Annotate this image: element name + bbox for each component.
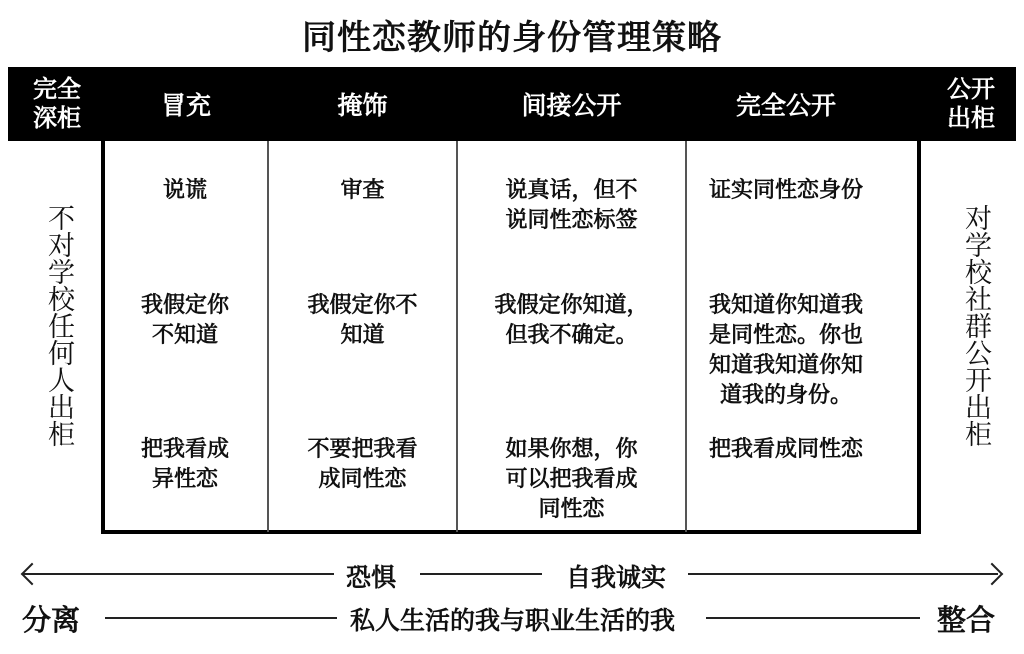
arrow-line-middle <box>420 573 542 575</box>
cell-r3-c1: 把我看成 异性恋 <box>140 437 229 492</box>
cell-r1-c4: 证实同性恋身份 <box>708 178 863 203</box>
grid-divider-1 <box>267 141 269 532</box>
band-col-4: 完全公开 <box>735 91 836 120</box>
arrowhead-left <box>21 563 44 586</box>
cell-r1-c3: 说真话，但不 说同性恋标签 <box>505 178 638 233</box>
band-left-end: 完全 深柜 <box>33 75 81 132</box>
honesty-label: 自我诚实 <box>566 563 667 592</box>
arrow-line-left <box>22 573 334 575</box>
cell-r2-c4: 我知道你知道我 是同性恋。你也 知道我知道你知 道我的身份。 <box>708 293 863 408</box>
bottom-line-left <box>105 617 337 619</box>
fear-label: 恐惧 <box>346 563 397 592</box>
cell-r1-c1: 说谎 <box>162 178 207 203</box>
cell-r2-c1: 我假定你 不知道 <box>140 293 229 348</box>
band-right-end: 公开 出柜 <box>947 75 995 132</box>
band-col-1: 冒充 <box>160 91 211 120</box>
side-right-text: 对学校社群公开出柜 <box>960 203 991 447</box>
grid-divider-2 <box>456 141 458 532</box>
cell-r3-c3: 如果你想，你 可以把我看成 同性恋 <box>505 437 638 522</box>
private-professional-label: 私人生活的我与职业生活的我 <box>350 606 676 635</box>
cell-r2-c2: 我假定你不 知道 <box>307 293 418 348</box>
separation-label: 分离 <box>22 603 81 637</box>
diagram-title: 同性恋教师的身份管理策略 <box>302 18 722 58</box>
side-left-text: 不对学校任何人出柜 <box>43 203 74 447</box>
band-col-3: 间接公开 <box>521 91 622 120</box>
cell-r3-c4: 把我看成同性恋 <box>708 437 863 462</box>
cell-r2-c3: 我假定你知道， 但我不确定。 <box>494 293 649 348</box>
integration-label: 整合 <box>937 603 996 637</box>
band-col-2: 掩饰 <box>337 91 388 120</box>
cell-r1-c2: 审查 <box>340 178 385 203</box>
arrow-line-right <box>688 573 998 575</box>
arrowhead-right <box>981 563 1004 586</box>
grid-divider-3 <box>685 141 687 532</box>
cell-r3-c2: 不要把我看 成同性恋 <box>307 437 418 492</box>
bottom-line-right <box>706 617 920 619</box>
